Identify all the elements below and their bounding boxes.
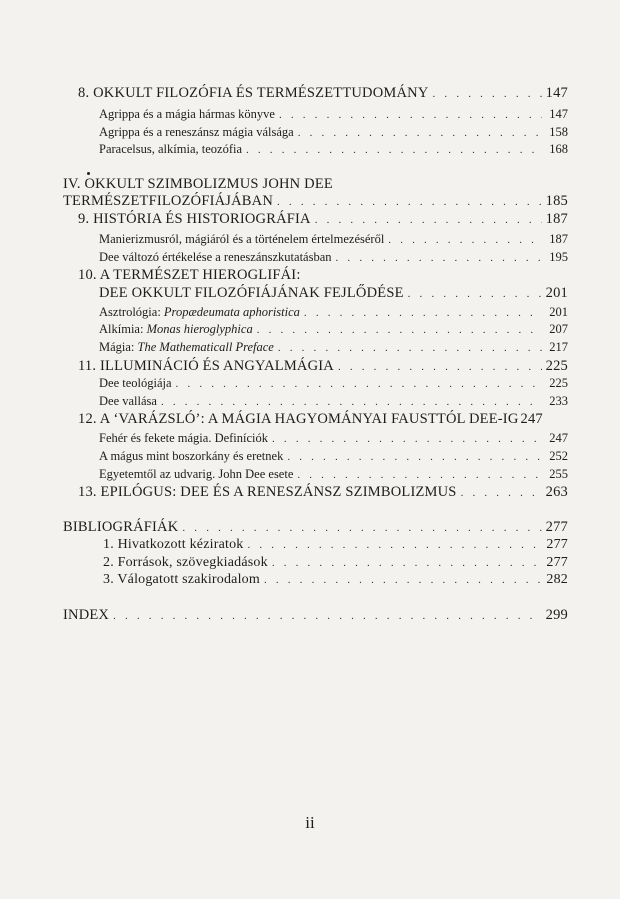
toc-entry-chapter-9 [78, 212, 568, 227]
dot-leader [297, 470, 542, 481]
entry-title: Fehér és fekete mágia. Definíciók [99, 431, 269, 445]
entry-title: Dee teológiája [99, 376, 172, 390]
toc-subentry [103, 573, 568, 587]
entry-title: 11. ILLUMINÁCIÓ ÉS ANGYALMÁGIA [78, 358, 334, 374]
toc-entry-chapter-8 [78, 86, 568, 101]
toc-subentry [99, 395, 568, 408]
entry-italic-title: The Mathematicall Preface [137, 340, 274, 354]
dot-leader [257, 325, 542, 336]
toc-subentry [99, 341, 568, 354]
entry-title: 8. OKKULT FILOZÓFIA ÉS TERMÉSZETTUDOMÁNY [78, 85, 429, 101]
entry-page: 282 [546, 572, 568, 587]
entry-title [99, 341, 274, 354]
entry-page: 225 [549, 376, 568, 390]
entry-title: DEE OKKULT FILOZÓFIÁJÁNAK FEJLŐDÉSE [99, 285, 404, 301]
dot-leader [161, 397, 542, 408]
entry-page: 158 [549, 125, 568, 139]
dot-leader [176, 379, 542, 390]
entry-title: Dee vallása [99, 394, 157, 408]
dot-leader [304, 308, 542, 319]
toc-entry-chapter-10 [99, 286, 568, 301]
toc-subentry [99, 468, 568, 481]
entry-page: 277 [545, 519, 568, 535]
entry-page: 233 [549, 394, 568, 408]
entry-page: 185 [545, 193, 568, 209]
entry-title: Agrippa és a mágia hármas könyve [99, 107, 275, 121]
entry-page: 207 [549, 322, 568, 336]
entry-title: A mágus mint boszorkány és eretnek [99, 449, 284, 463]
toc-subentry [99, 251, 568, 264]
entry-title: Dee változó értékelése a reneszánszkutatásban [99, 250, 332, 264]
dot-leader [277, 197, 542, 208]
entry-page: 201 [545, 285, 568, 301]
toc-entry-chapter-11 [78, 359, 568, 374]
entry-page: 247 [520, 411, 543, 427]
toc-entry-part-4 [63, 194, 568, 209]
dot-leader [182, 523, 541, 534]
dot-leader [272, 558, 542, 569]
entry-page: 299 [545, 607, 568, 623]
dot-leader [278, 343, 542, 354]
dot-leader [246, 145, 542, 156]
toc-subentry [103, 538, 568, 552]
toc-chapter-10-title-line1: 10. A TERMÉSZET HIEROGLIFÁI: [78, 267, 301, 283]
entry-page: 187 [545, 211, 568, 227]
toc-subentry [99, 377, 568, 390]
entry-title: INDEX [63, 607, 110, 623]
toc-entry-index [63, 608, 568, 623]
toc-subentry [99, 432, 568, 445]
dot-leader [279, 110, 542, 121]
entry-page: 252 [549, 449, 568, 463]
dot-leader [113, 611, 542, 622]
entry-page: 217 [549, 340, 568, 354]
entry-prefix: Mágia: [99, 340, 138, 354]
entry-title: 12. A ‘VARÁZSLÓ’: A MÁGIA HAGYOMÁNYAI FAUSTTÓL DEE-IG [78, 411, 519, 427]
entry-title: 9. HISTÓRIA ÉS HISTORIOGRÁFIA [78, 211, 311, 227]
entry-italic-title: Monas hieroglyphica [146, 322, 253, 336]
dot-leader [338, 362, 542, 373]
dot-leader [408, 289, 542, 300]
entry-title: Paracelsus, alkímia, teozófia [99, 142, 242, 156]
toc-entry-chapter-13 [78, 485, 568, 500]
toc-subentry [99, 323, 568, 336]
toc-subentry [99, 143, 568, 156]
dot-leader [272, 434, 542, 445]
entry-page: 247 [549, 431, 568, 445]
entry-title: Manierizmusról, mágiáról és a történelem értelmezéséről [99, 232, 385, 246]
entry-title [99, 323, 253, 336]
entry-title: BIBLIOGRÁFIÁK [63, 519, 179, 535]
entry-page: 225 [545, 358, 568, 374]
entry-page: 187 [549, 232, 568, 246]
entry-title: 13. EPILÓGUS: DEE ÉS A RENESZÁNSZ SZIMBOLIZMUS [78, 484, 457, 500]
toc-subentry [99, 233, 568, 246]
entry-page: 147 [545, 85, 568, 101]
dot-leader [388, 235, 542, 246]
entry-title: 2. Források, szövegkiadások [103, 555, 268, 570]
entry-page: 277 [546, 537, 568, 552]
toc-subentry [99, 306, 568, 319]
toc-subentry [103, 556, 568, 570]
entry-page: 168 [549, 142, 568, 156]
toc-entry-chapter-12 [78, 412, 568, 427]
toc-part-title-line1: IV. OKKULT SZIMBOLIZMUS JOHN DEE [63, 176, 333, 192]
entry-page: 255 [549, 467, 568, 481]
entry-prefix: Alkímia: [99, 322, 147, 336]
toc-subentry [99, 108, 568, 121]
dot-leader [315, 215, 542, 226]
stray-mark [87, 172, 90, 175]
entry-title: Agrippa és a reneszánsz mágia válsága [99, 125, 294, 139]
entry-page: 201 [549, 305, 568, 319]
entry-title: 3. Válogatott szakirodalom [103, 572, 260, 587]
dot-leader [264, 575, 542, 586]
entry-page: 195 [549, 250, 568, 264]
dot-leader [336, 253, 542, 264]
dot-leader [247, 540, 542, 551]
entry-title: Egyetemtől az udvarig. John Dee esete [99, 467, 294, 481]
entry-page: 277 [546, 555, 568, 570]
dot-leader [298, 128, 542, 139]
entry-page: 147 [549, 107, 568, 121]
page-number: ii [305, 813, 315, 832]
toc-subentry [99, 126, 568, 139]
entry-title [99, 306, 300, 319]
entry-page: 263 [545, 484, 568, 500]
toc-entry-bibliography [63, 520, 568, 535]
dot-leader [287, 452, 542, 463]
entry-title: 1. Hivatkozott kéziratok [103, 537, 244, 552]
toc-subentry [99, 450, 568, 463]
entry-prefix: Asztrológia: [99, 305, 164, 319]
entry-italic-title: Propædeumata aphoristica [163, 305, 300, 319]
entry-title: TERMÉSZETFILOZÓFIÁJÁBAN [63, 193, 274, 209]
dot-leader [461, 488, 542, 499]
dot-leader [433, 89, 542, 100]
